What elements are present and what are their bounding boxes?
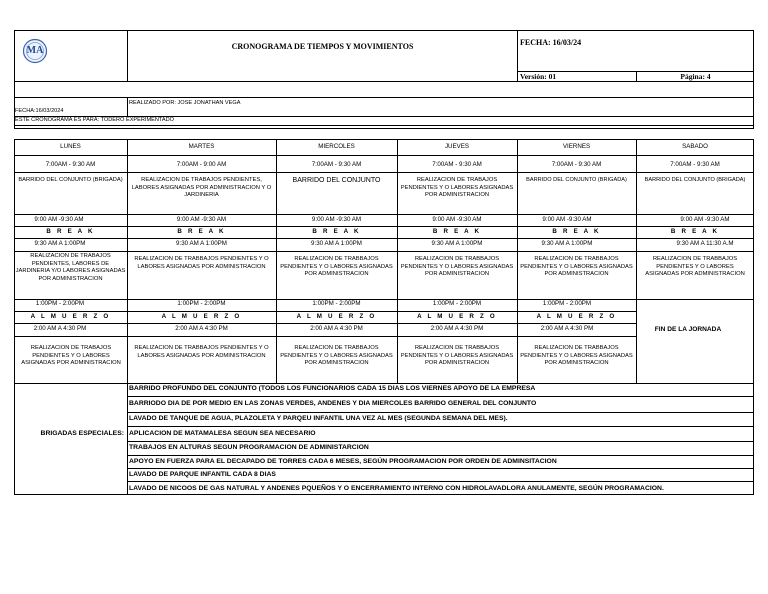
day-header-sabado: SABADO (682, 143, 708, 150)
day-header-jueves: JUEVES (444, 143, 470, 150)
day-header-martes: MARTES (188, 143, 215, 150)
row-line (14, 238, 754, 239)
break-label: B R E A K (46, 228, 95, 235)
slot3-task: REALIZACION DE TRABAJOS PENDIENTES, LABORES DE JARDINERIA Y/O LABORES ASIGNADAS POR ADMINISTRACION (15, 253, 126, 282)
info-date: FECHA:16/03/2024 (15, 108, 64, 114)
brigadas-row-line (127, 481, 754, 482)
slot4-time: 2:00 AM A 4:30 PM (430, 325, 484, 332)
lunch-time: 1:00PM - 2:00PM (542, 300, 592, 307)
row-line (14, 214, 754, 215)
lunch-time: 1:00PM - 2:00PM (432, 300, 482, 307)
info-line-1 (14, 97, 754, 98)
slot3-time: 9:30 AM A 11:30 A.M (676, 240, 734, 247)
slot4-time: 2:00 AM A 4:30 PM (310, 325, 363, 332)
slot2-time: 9:00 AM -9:30 AM (680, 216, 730, 223)
company-logo (22, 38, 48, 64)
brigadas-row-line (127, 441, 754, 442)
break-label: B R E A K (432, 228, 482, 235)
brigada-item: LAVADO DE NICOOS DE GAS NATURAL Y ANDENES PQUEÑOS Y O ENCERRAMIENTO INTERNO CON HIDROLAVADLORA ANULAMENTE, SEGÚN PROGRAMACION. (129, 485, 664, 492)
slot1-time: 7:00AM - 9:30 AM (670, 161, 720, 168)
slot1-task: REALIZACION DE TRABAJOS PENDIENTES, LABORES ASIGNADAS POR ADMINISTRACION Y O JARDINERIA (131, 177, 272, 199)
lunch-label: A L M U E R Z O (161, 313, 242, 320)
realizado-por: REALIZADO POR: JOSE JONATHAN VEGA (129, 100, 241, 106)
col-divider (276, 139, 277, 384)
version-label: Versión: 01 (520, 72, 557, 81)
brigada-item: BARRIODO DIA DE POR MEDIO EN LAS ZONAS VERDES, ANDENES Y DIA MIERCOLES BARRIDO GENERAL DEL CONJUNTO (129, 400, 537, 407)
header-title-cell (127, 30, 518, 82)
slot3-task: REALIZACION DE TRABBAJOS PENDIENTES Y O LABORES ASIGNADAS POR ADMINISTRACION (280, 256, 393, 278)
slot4-task: REALIZACION DE TRABBAJOS PENDIENTES Y O LABORES ASIGNADAS POR ADMINISTRACION (520, 345, 633, 367)
logo-text: MA (26, 45, 44, 56)
slot3-task: REALIZACION DE TRABBAJOS PENDIENTES Y O LABORES ASIGNADAS POR ADMINISTRACION (645, 256, 745, 278)
brigadas-row-line (127, 455, 754, 456)
slot1-task: BARRIDO DEL CONJUNTO (292, 177, 381, 184)
info-col-divider (127, 97, 128, 116)
brigada-item: TRABAJOS EN ALTURAS SEGUN PROGRAMACION DE ADMINISTARCION (129, 444, 369, 451)
col-divider (636, 139, 637, 384)
row-line (14, 323, 636, 324)
slot2-time: 9:00 AM -9:30 AM (432, 216, 482, 223)
slot1-time: 7:00AM - 9:30 AM (551, 161, 602, 168)
lunch-label: A L M U E R Z O (30, 313, 111, 320)
slot1-time: 7:00AM - 9:00 AM (176, 161, 227, 168)
brigadas-row-line (127, 468, 754, 469)
day-header-lunes: LUNES (60, 143, 81, 150)
slot3-task: REALIZACION DE TRABBAJOS PENDIENTES Y O LABORES ASIGNADAS POR ADMINISTRACION (400, 256, 514, 278)
brigada-item: LAVADO DE PARQUE INFANTIL CADA 8 DIAS (129, 471, 276, 478)
row-line (14, 226, 754, 227)
col-divider (397, 139, 398, 384)
slot2-time: 9:00 AM -9:30 AM (311, 216, 362, 223)
brigadas-row-line (127, 426, 754, 427)
brigada-item: LAVADO DE TANQUE DE AGUA, PLAZOLETA Y PARQEU INFANTIL UNA VEZ AL MES (SEGUNDA SEMANA DEL MES). (129, 415, 508, 422)
slot4-task: REALIZACION DE TRABBAJOS PENDIENTES Y O LABORES ASIGNADAS POR ADMINISTRACION (280, 345, 393, 367)
slot2-time: 9:00 AM -9:30 AM (542, 216, 592, 223)
lunch-label: A L M U E R Z O (417, 313, 497, 320)
slot4-time: 2:00 AM A 4:30 PM (33, 325, 87, 332)
row-line (14, 251, 754, 252)
break-label: B R E A K (670, 228, 720, 235)
cronograma-para: ESTE CRONOGRAMA ES PARA: TODERO EXPERIMENTADO (15, 117, 175, 123)
row-line (14, 336, 636, 337)
page-number: Página: 4 (680, 72, 711, 81)
slot1-task: BARRIDO DEL CONJUNTO (BRIGADA) (644, 177, 746, 183)
slot4-task: REALIZACION DE TRABAJOS PENDIENTES Y O LABORES ASIGNADAS POR ADMINISTRACION (21, 345, 121, 367)
lunch-label: A L M U E R Z O (296, 313, 377, 320)
slot2-time: 9:00 AM -9:30 AM (34, 216, 84, 223)
break-label: B R E A K (552, 228, 601, 235)
lunch-label: A L M U E R Z O (536, 313, 617, 320)
slot3-time: 9:30 AM A 1:00PM (541, 240, 593, 247)
header-date: FECHA: 16/03/24 (520, 38, 582, 47)
brigada-item: APOYO EN FUERZA PARA EL DECAPADO DE TORRES CADA 6 MESES, SEGÚN PROGRAMACION POR ORDEN DE ADMINSITACION (129, 458, 557, 465)
info-line-3 (14, 125, 754, 126)
slot1-time: 7:00AM - 9:30 AM (45, 161, 96, 168)
slot3-time: 9:30 AM A 1:00PM (431, 240, 483, 247)
slot2-time: 9:00 AM -9:30 AM (176, 216, 227, 223)
day-header-miercoles: MIERCOLES (318, 143, 355, 150)
slot4-time: 2:00 AM A 4:30 PM (175, 325, 228, 332)
slot3-task: REALIZACION DE TRABBAJOS PENDIENTES Y O LABORES ASIGNADAS POR ADMINISTRACION (520, 256, 633, 278)
slot1-time: 7:00AM - 9:30 AM (432, 161, 482, 168)
brigadas-row-line (127, 396, 754, 397)
brigada-item: APLICACION DE MATAMALESA SEGUN SEA NECESARIO (129, 430, 316, 437)
day-header-viernes: VIERNES (562, 143, 591, 150)
slot3-time: 9:30 AM A 1:00PM (34, 240, 86, 247)
brigada-item: BARRIDO PROFUNDO DEL CONJUNTO (TODOS LOS FUNCIONARIOS CADA 15 DIAS LOS VIERNES APOYO DE LA EMPRESA (129, 385, 536, 392)
lunch-time: 1:00PM - 2:00PM (177, 300, 226, 307)
end-of-day-label: FIN DE LA JORNADA (654, 326, 722, 333)
slot1-task: REALIZACION DE TRABAJOS PENDIENTES Y O LABORES ASIGNADAS POR ADMINISTRACION (400, 177, 514, 199)
row-line (14, 155, 754, 156)
break-label: B R E A K (312, 228, 361, 235)
slot1-time: 7:00AM - 9:30 AM (311, 161, 362, 168)
brigadas-label: BRIGADAS ESPECIALES: (40, 430, 124, 437)
row-line (14, 311, 636, 312)
break-label: B R E A K (177, 228, 226, 235)
slot3-task: REALIZACION DE TRABBAJOS PENDIENTES Y O LABORES ASIGNADAS POR ADMINISTRACION (134, 256, 269, 270)
row-line (14, 172, 754, 173)
brigadas-row-line (127, 412, 754, 413)
slot4-task: REALIZACION DE TRABBAJOS PENDIENTES Y O LABORES ASIGNADAS POR ADMINISTRACION (400, 345, 514, 367)
slot1-task: BARRIDO DEL CONJUNTO (BRIGADA) (18, 177, 123, 183)
slot3-time: 9:30 AM A 1:00PM (176, 240, 227, 247)
slot4-time: 2:00 AM A 4:30 PM (540, 325, 594, 332)
slot3-time: 9:30 AM A 1:00PM (311, 240, 362, 247)
col-divider (517, 139, 518, 384)
lunch-time: 1:00PM - 2:00PM (312, 300, 361, 307)
lunch-time: 1:00PM - 2:00PM (35, 300, 85, 307)
document-title: CRONOGRAMA DE TIEMPOS Y MOVIMIENTOS (231, 42, 414, 51)
slot1-task: BARRIDO DEL CONJUNTO (BRIGADA) (526, 177, 627, 183)
slot4-task: REALIZACION DE TRABBAJOS PENDIENTES Y O LABORES ASIGNADAS POR ADMINISTRACION (134, 345, 269, 359)
col-divider (127, 139, 128, 384)
